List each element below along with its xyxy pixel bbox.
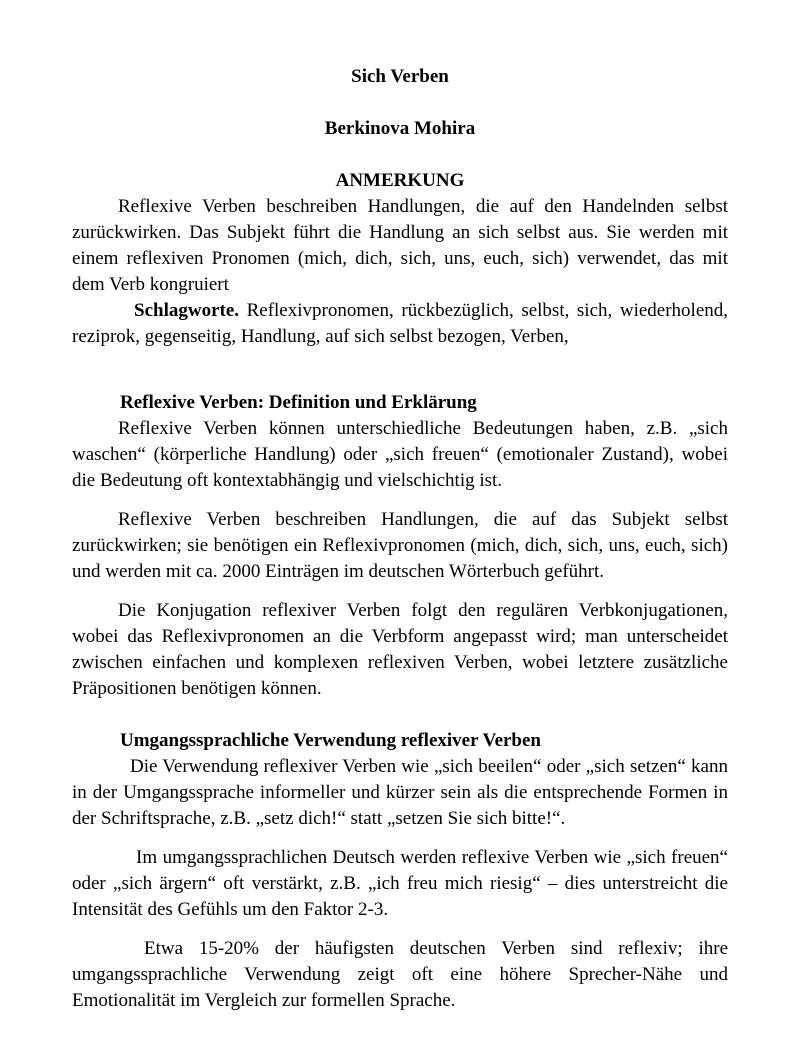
anmerkung-paragraph: Reflexive Verben beschreiben Handlungen, die auf den Handelnden selbst zurückwirken. Das Subjekt führt die Handlung an sich selbst aus. Sie werden mit einem reflexiven Pronomen (mich, dich, sich, uns, euch, sich) verwendet, das mit dem Verb kongruiert [72, 196, 728, 295]
section-definition-paragraph-3: Die Konjugation reflexiver Verben folgt den regulären Verbkonjugationen, wobei das Reflexivpronomen an die Verbform angepasst wird; man unterscheidet zwischen einfachen und komplexen reflexiven Verben, wobei letztere zusätzliche Präpositionen benötigen können. [72, 600, 728, 699]
document-title: Sich Verben [351, 66, 449, 87]
section-umgangssprache [72, 728, 728, 1014]
keywords-text: Reflexivpronomen, rückbezüglich, selbst, sich, wiederholend, reziprok, gegenseitig, Handlung, auf sich selbst bezogen, Verben, [72, 300, 729, 347]
section-umgangssprache-paragraph-2: Im umgangssprachlichen Deutsch werden reflexive Verben wie „sich freuen“ oder „sich ärgern“ oft verstärkt, z.B. „ich freu mich riesig“ – dies unterstreicht die Intensität des Gefühls um den Faktor 2-3. [72, 847, 728, 920]
section-definition-paragraph-1: Reflexive Verben können unterschiedliche Bedeutungen haben, z.B. „sich waschen“ (körperliche Handlung) oder „sich freuen“ (emotionaler Zustand), wobei die Bedeutung oft kontextabhängig und vielschichtig ist. [72, 418, 728, 491]
keywords-paragraph [72, 298, 728, 350]
section-umgangssprache-heading: Umgangssprachliche Verwendung reflexiver Verben [120, 730, 541, 751]
document-author: Berkinova Mohira [324, 118, 476, 139]
section-definition-paragraph-2: Reflexive Verben beschreiben Handlungen, die auf das Subjekt selbst zurückwirken; sie benötigen ein Reflexivpronomen (mich, dich, sich, uns, euch, sich) und werden mit ca. 2000 Einträgen im deutschen Wörterbuch geführt. [72, 509, 728, 582]
section-definition [72, 390, 728, 702]
anmerkung-heading: ANMERKUNG [335, 170, 465, 191]
section-definition-heading: Reflexive Verben: Definition und Erklärung [120, 392, 477, 413]
keywords-label: Schlagworte. [134, 300, 240, 321]
section-umgangssprache-paragraph-1: Die Verwendung reflexiver Verben wie „sich beeilen“ oder „sich setzen“ kann in der Umgangssprache informeller und kürzer sein als die entsprechende Formen in der Schriftsprache, z.B. „setz dich!“ statt „setzen Sie sich bitte!“. [72, 756, 728, 829]
section-umgangssprache-paragraph-3: Etwa 15-20% der häufigsten deutschen Verben sind reflexiv; ihre umgangssprachliche Verwendung zeigt oft eine höhere Sprecher-Nähe und Emotionalität im Vergleich zur formellen Sprache. [72, 938, 728, 1011]
